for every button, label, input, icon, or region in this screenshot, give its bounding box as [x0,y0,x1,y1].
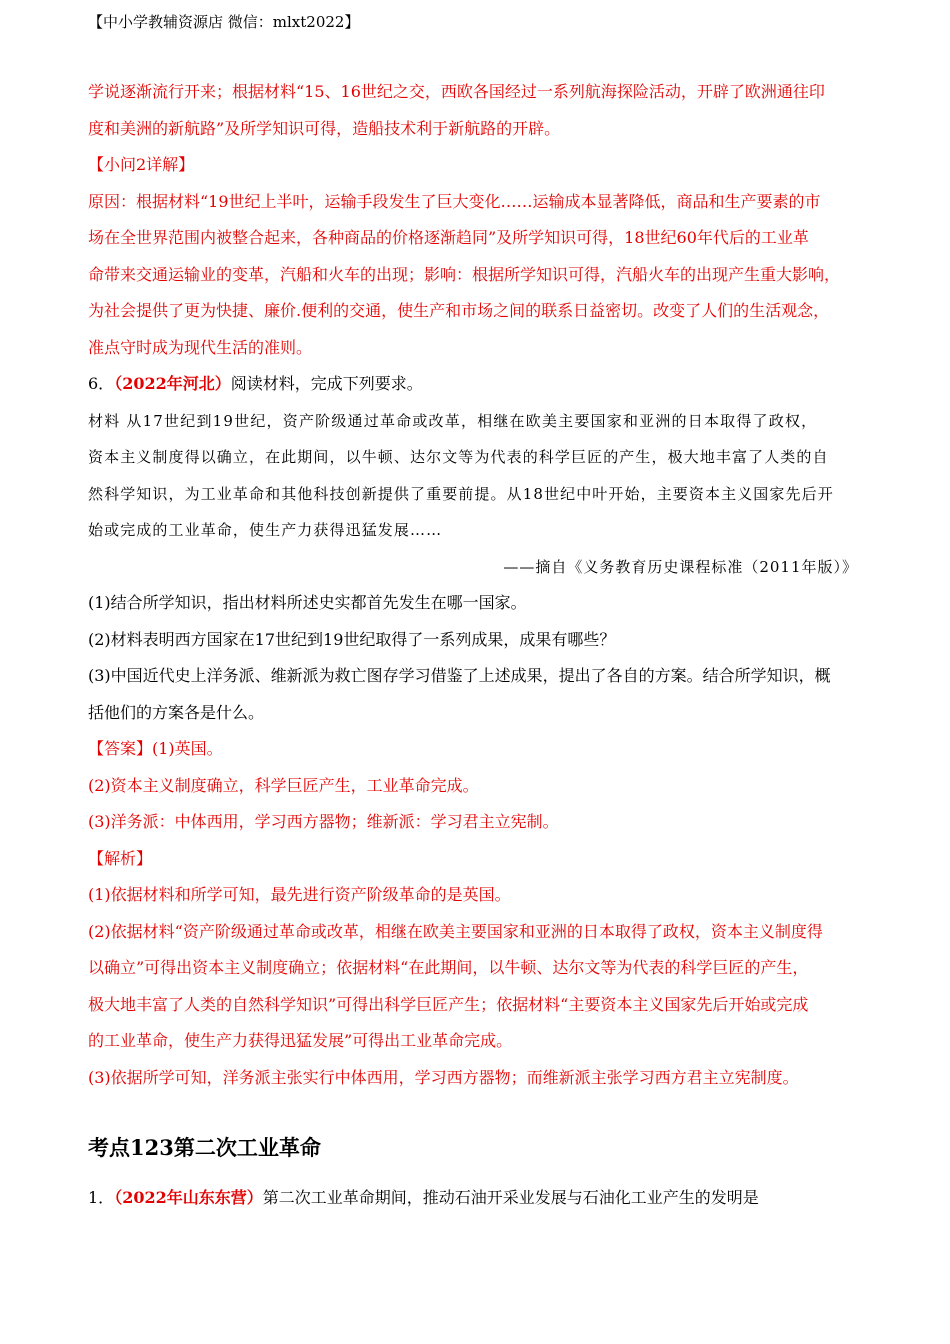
sub-question: (1)结合所学知识，指出材料所述史实都首先发生在哪一国家。 [88,593,527,612]
question-number: 6． [88,374,115,393]
q2-answer-line: 准点守时成为现代生活的准则。 [88,337,313,357]
question-1 [88,1180,872,1217]
material-citation: ——摘自《义务教育历史课程标准（2011年版）》 [503,557,858,576]
material-line: 材料 从17世纪到19世纪，资产阶级通过革命或改革，相继在欧美主要国家和亚洲的日本取得了政权， [88,411,818,430]
main-content [88,74,872,1217]
analysis-line: 极大地丰富了人类的自然科学知识”可得出科学巨匠产生；依据材料“主要资本主义国家先后开始或完成 [88,994,809,1014]
q2-answer-line: 命带来交通运输业的变革，汽船和火车的出现；影响：根据所学知识可得，汽船火车的出现产生重大影响， [88,264,841,284]
question-source: （2022年山东东营） [114,1188,263,1207]
answer-line: (2)资本主义制度确立，科学巨匠产生，工业革命完成。 [88,775,479,795]
q2-answer-line: 为社会提供了更为快捷、廉价.便利的交通，使生产和市场之间的联系日益密切。改变了人们的生活观念， [88,301,830,320]
q2-answer-line: 原因：根据材料“19世纪上半叶，运输手段发生了巨大变化……运输成本显著降低，商品和生产要素的市 [88,191,821,211]
analysis-line: (3)依据所学可知，洋务派主张实行中体西用，学习西方器物；而维新派主张学习西方君主立宪制度。 [88,1067,799,1087]
sub-question: (2)材料表明西方国家在17世纪到19世纪取得了一系列成果，成果有哪些？ [88,629,616,649]
material-line: 然科学知识，为工业革命和其他科技创新提供了重要前提。从18世纪中叶开始，主要资本主义国家先后开 [88,484,834,503]
q2-heading: 【小问2详解】 [88,155,195,174]
question-number: 1． [88,1188,115,1207]
analysis-line: 的工业革命，使生产力获得迅猛发展”可得出工业革命完成。 [88,1031,513,1050]
question-text: 第二次工业革命期间，推动石油开采业发展与石油化工业产生的发明是 [262,1188,759,1207]
page-header: 【中小学教辅资源店 微信：mlxt2022】 [88,13,360,31]
material-line: 资本主义制度得以确立，在此期间，以牛顿、达尔文等为代表的科学巨匠的产生，极大地丰富了人类的自 [88,448,829,466]
continued-text-line: 学说逐渐流行开来；根据材料“15、16世纪之交，西欧各国经过一系列航海探险活动，开辟了欧洲通往印 [88,82,825,101]
question-source: （2022年河北） [114,374,231,393]
answer-line: (3)洋务派：中体西用，学习西方器物；维新派：学习君主立宪制。 [88,812,559,831]
analysis-line: (2)依据材料“资产阶级通过革命或改革，相继在欧美主要国家和亚洲的日本取得了政权，资本主义制度得 [88,921,823,941]
question-6 [88,366,872,403]
q2-answer-line: 场在全世界范围内被整合起来，各种商品的价格逐渐趋同”及所学知识可得，18世纪60年代后的工业革 [88,228,809,247]
sub-question: (3)中国近代史上洋务派、维新派为救亡图存学习借鉴了上述成果，提出了各自的方案。结合所学知识，概 [88,666,831,685]
answer-line: 【答案】(1)英国。 [88,739,223,758]
question-prompt: 阅读材料，完成下列要求。 [230,374,423,393]
continued-text-line: 度和美洲的新航路”及所学知识可得，造船技术利于新航路的开辟。 [88,118,561,138]
analysis-heading: 【解析】 [88,848,153,868]
analysis-line: (1)依据材料和所学可知，最先进行资产阶级革命的是英国。 [88,885,511,904]
analysis-line: 以确立”可得出资本主义制度确立；依据材料“在此期间，以牛顿、达尔文等为代表的科学巨匠的产生， [88,958,809,977]
material-line: 始或完成的工业革命，使生产力获得迅猛发展…… [88,521,443,539]
section-spacer [88,1096,872,1128]
section-title: 考点123第二次工业革命 [88,1135,321,1160]
sub-question: 括他们的方案各是什么。 [88,702,265,722]
